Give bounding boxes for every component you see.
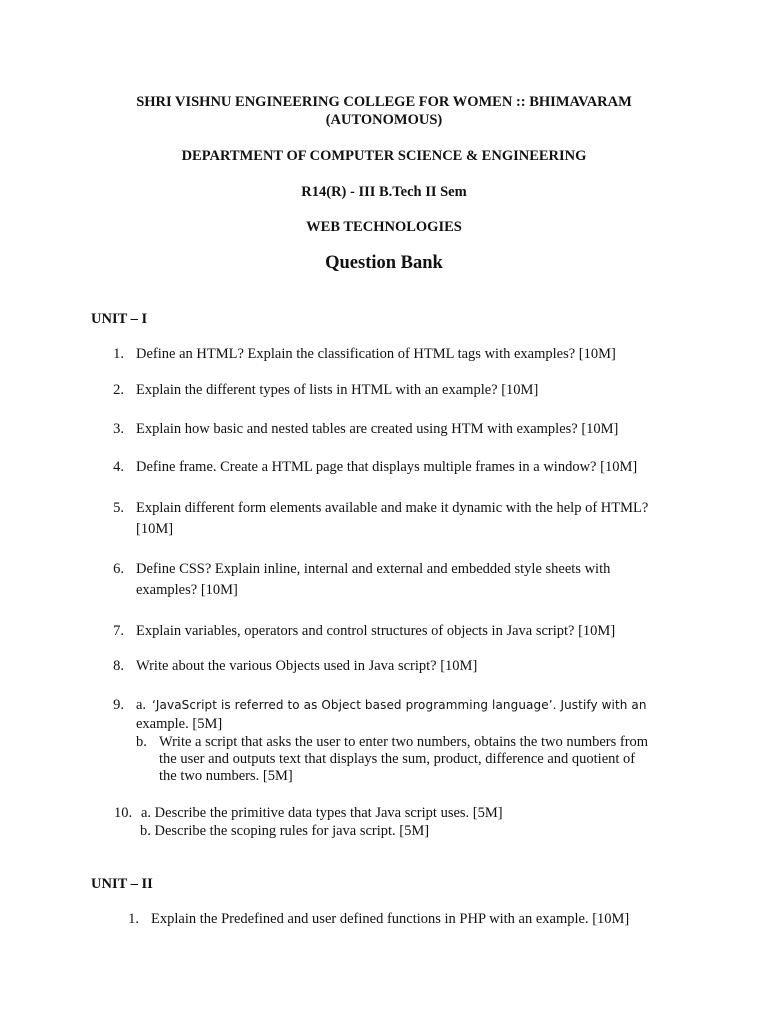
question-number: 2. [113, 382, 124, 398]
question-text: Define an HTML? Explain the classification of HTML tags with examples? [10M] [136, 346, 616, 362]
question-number: 8. [113, 658, 124, 674]
unit-heading: UNIT – I [91, 311, 148, 327]
subject-name: WEB TECHNOLOGIES [306, 219, 462, 235]
question-number: 7. [113, 623, 124, 639]
question-text-cont: the user and outputs text that displays the sum, product, difference and quotient of [159, 751, 636, 767]
department-name: DEPARTMENT OF COMPUTER SCIENCE & ENGINEERING [181, 148, 587, 164]
question-text: Explain variables, operators and control structures of objects in Java script? [10M] [136, 623, 616, 639]
question-number: 9. [113, 697, 124, 713]
question-number: 5. [113, 500, 124, 516]
question-text: Explain the different types of lists in HTML with an example? [10M] [136, 382, 539, 398]
question-number: 4. [113, 459, 124, 475]
question-part-label: b. [136, 734, 147, 750]
question-text-cont: examples? [10M] [136, 582, 238, 598]
question-text: Explain how basic and nested tables are created using HTM with examples? [10M] [136, 421, 619, 437]
question-text-cont: example. [5M] [136, 716, 223, 732]
question-text: ‘JavaScript is referred to as Object based programming language’. Justify with an [152, 698, 647, 712]
question-text: Write about the various Objects used in Java script? [10M] [136, 658, 478, 674]
question-number: 1. [113, 346, 124, 362]
question-text-cont: b. Describe the scoping rules for java script. [5M] [140, 823, 430, 839]
question-text-cont: [10M] [136, 521, 174, 537]
page-title: Question Bank [325, 253, 443, 273]
autonomous-label: (AUTONOMOUS) [325, 112, 443, 128]
question-text: Define frame. Create a HTML page that displays multiple frames in a window? [10M] [136, 459, 638, 475]
question-text-cont: the two numbers. [5M] [159, 768, 293, 784]
regulation-label: R14(R) - III B.Tech II Sem [301, 184, 467, 200]
question-text: Explain different form elements available and make it dynamic with the help of HTML? [136, 500, 649, 516]
question-number: 3. [113, 421, 124, 437]
college-name: SHRI VISHNU ENGINEERING COLLEGE FOR WOMEN :: BHIMAVARAM [136, 94, 632, 110]
question-text: Write a script that asks the user to enter two numbers, obtains the two numbers from [159, 734, 649, 750]
question-part-label: a. [136, 697, 147, 713]
question-text: Explain the Predefined and user defined functions in PHP with an example. [10M] [151, 911, 630, 927]
question-number: 6. [113, 561, 124, 577]
question-number: 10. [114, 805, 133, 821]
question-number: 1. [128, 911, 139, 927]
unit-heading: UNIT – II [91, 876, 153, 892]
question-text: Define CSS? Explain inline, internal and external and embedded style sheets with [136, 561, 611, 577]
question-text: a. Describe the primitive data types that Java script uses. [5M] [141, 805, 503, 821]
